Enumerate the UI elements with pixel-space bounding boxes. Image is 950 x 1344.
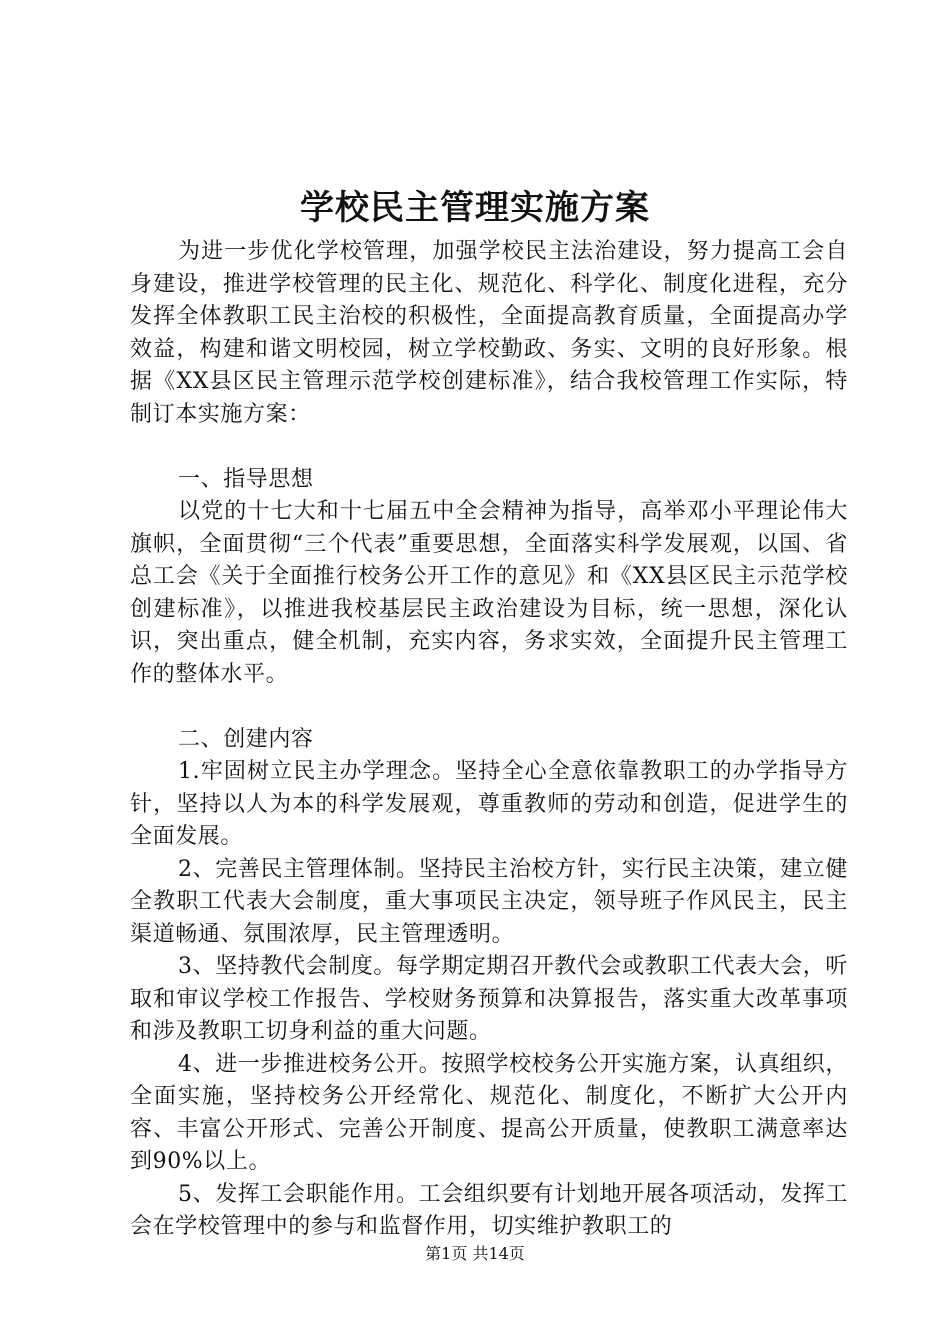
content-item-1: 1.牢固树立民主办学理念。坚持全心全意依靠教职工的办学指导方针，坚持以人为本的科学发展观，尊重教师的劳动和创造，促进学生的全面发展。 [130, 759, 848, 849]
guiding-thought-paragraph: 以党的十七大和十七届五中全会精神为指导，高举邓小平理论伟大旗帜，全面贯彻“三个代表”重要思想，全面落实科学发展观，以国、省总工会《关于全面推行校务公开工作的意见》和《XX县区民主示范学校创建标准》，以推进我校基层民主政治建设为目标，统一思想，深化认识，突出重点，健全机制，充实内容，务求实效，全面提升民主管理工作的整体水平。 [130, 499, 848, 687]
document-title: 学校民主管理实施方案 [300, 188, 650, 228]
content-item-2: 2、完善民主管理体制。坚持民主治校方针，实行民主决策，建立健全教职工代表大会制度，重大事项民主决定，领导班子作风民主，民主渠道畅通、氛围浓厚，民主管理透明。 [130, 856, 848, 947]
intro-paragraph: 为进一步优化学校管理，加强学校民主法治建设，努力提高工会自身建设，推进学校管理的民主化、规范化、科学化、制度化进程，充分发挥全体教职工民主治校的积极性，全面提高教育质量，全面提高办学效益，构建和谐文明校园，树立学校勤政、务实、文明的良好形象。根据《XX县区民主管理示范学校创建标准》，结合我校管理工作实际，特制订本实施方案： [130, 239, 848, 427]
content-item-4: 4、进一步推进校务公开。按照学校校务公开实施方案，认真组织，全面实施，坚持校务公开经常化、规范化、制度化，不断扩大公开内容、丰富公开形式、完善公开制度、提高公开质量，使教职工满意率达到90%以上。 [130, 1051, 848, 1174]
paragraph-spacer [130, 691, 848, 724]
section-heading-content: 二、创建内容 [178, 726, 314, 752]
content-item-3: 3、坚持教代会制度。每学期定期召开教代会或教职工代表大会，听取和审议学校工作报告、学校财务预算和决算报告，落实重大改革事项和涉及教职工切身利益的重大问题。 [130, 954, 848, 1044]
paragraph-spacer [130, 431, 848, 464]
section-heading-guiding-thought: 一、指导思想 [178, 466, 314, 492]
page-number-footer: 第1页 共14页 [425, 1244, 525, 1263]
document-body [130, 236, 848, 1244]
content-item-5: 5、发挥工会职能作用。工会组织要有计划地开展各项活动，发挥工会在学校管理中的参与和监督作用，切实维护教职工的 [130, 1181, 848, 1239]
